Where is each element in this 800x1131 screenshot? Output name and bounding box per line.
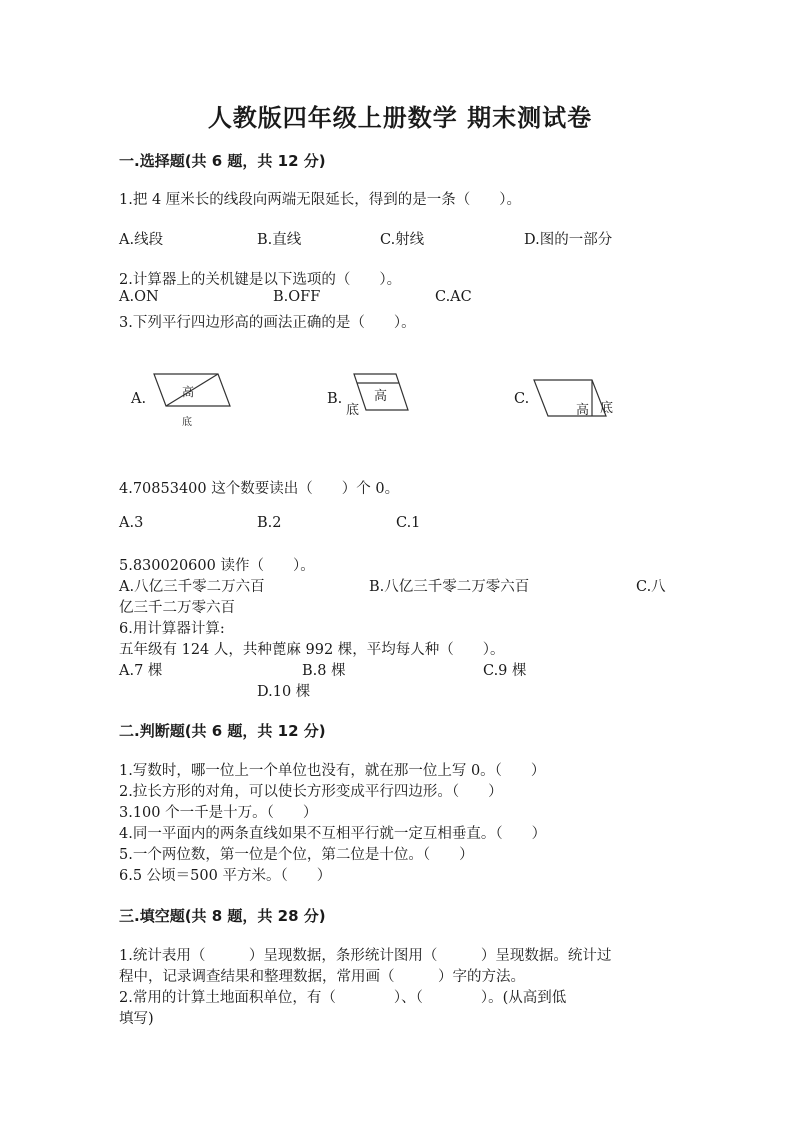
page-title: 人教版四年级上册数学 期末测试卷 xyxy=(207,103,593,132)
q5-option-c: C.八 xyxy=(636,579,666,595)
q5-stem: 5.830020600 读作（ ）。 xyxy=(119,558,315,574)
q3-option-b-label: B. xyxy=(327,391,343,407)
q3-figure-c xyxy=(530,370,625,420)
q5-option-b: B.八亿三千零二万零六百 xyxy=(369,579,530,595)
q3-option-c-label: C. xyxy=(514,391,530,407)
q5-option-c-cont: 亿三千二万零六百 xyxy=(119,600,235,616)
q2-option-a: A.ON xyxy=(119,289,159,305)
q6-option-c: C.9 棵 xyxy=(483,663,527,679)
q4-option-c: C.1 xyxy=(396,515,421,531)
judge-item-4: 4.同一平面内的两条直线如果不互相平行就一定互相垂直。（ ） xyxy=(119,826,547,842)
judge-item-5: 5.一个两位数，第一位是个位，第二位是十位。（ ） xyxy=(119,847,474,863)
q3-stem: 3.下列平行四边形高的画法正确的是（ ）。 xyxy=(119,315,416,331)
q1-option-b: B.直线 xyxy=(257,232,302,248)
q1-option-a: A.线段 xyxy=(119,232,164,248)
q4-option-b: B.2 xyxy=(257,515,282,531)
q3a-di-text: 底 xyxy=(182,417,192,428)
q3b-gao-text: 高 xyxy=(374,389,388,404)
q6-stem: 6.用计算器计算: xyxy=(119,621,225,637)
q1-stem: 1.把 4 厘米长的线段向两端无限延长，得到的是一条（ ）。 xyxy=(119,192,522,208)
fill-line-4: 填写) xyxy=(119,1011,154,1027)
fill-line-3: 2.常用的计算土地面积单位，有（ ）、（ ）。(从高到低 xyxy=(119,990,567,1006)
q6-option-d: D.10 棵 xyxy=(257,684,311,700)
q3a-gao-text: 高 xyxy=(182,385,195,399)
fill-line-1: 1.统计表用（ ）呈现数据，条形统计图用（ ）呈现数据。统计过 xyxy=(119,948,612,964)
q3-figure-a xyxy=(148,370,238,430)
q1-option-d: D.图的一部分 xyxy=(524,232,613,248)
judge-item-1: 1.写数时，哪一位上一个单位也没有，就在那一位上写 0。（ ） xyxy=(119,763,546,779)
section-heading-fill: 三.填空题(共 8 题，共 28 分) xyxy=(119,907,326,925)
judge-item-3: 3.100 个一千是十万。（ ） xyxy=(119,805,318,821)
fill-line-2: 程中，记录调查结果和整理数据，常用画（ ）字的方法。 xyxy=(119,969,525,985)
q6-option-b: B.8 棵 xyxy=(302,663,346,679)
judge-item-6: 6.5 公顷＝500 平方米。（ ） xyxy=(119,868,332,884)
q4-stem: 4.70853400 这个数要读出（ ）个 0。 xyxy=(119,481,400,497)
q6-option-a: A.7 棵 xyxy=(119,663,163,679)
q3-figure-b xyxy=(344,370,414,420)
q2-option-c: C.AC xyxy=(435,289,472,305)
q6-stem-2: 五年级有 124 人，共种蓖麻 992 棵，平均每人种（ ）。 xyxy=(119,642,505,658)
q3c-di-text: 底 xyxy=(600,401,614,416)
section-heading-judge: 二.判断题(共 6 题，共 12 分) xyxy=(119,722,326,740)
q2-stem: 2.计算器上的关机键是以下选项的（ ）。 xyxy=(119,272,402,288)
q1-option-c: C.射线 xyxy=(380,232,425,248)
q2-option-b: B.OFF xyxy=(273,289,321,305)
q3c-gao-text: 高 xyxy=(576,403,590,418)
q3b-di-text: 底 xyxy=(346,403,360,418)
q5-option-a: A.八亿三千零二万六百 xyxy=(119,579,265,595)
section-heading-choice: 一.选择题(共 6 题，共 12 分) xyxy=(119,152,326,170)
q4-option-a: A.3 xyxy=(119,515,144,531)
q3-option-a-label: A. xyxy=(131,391,147,407)
judge-item-2: 2.拉长方形的对角，可以使长方形变成平行四边形。（ ） xyxy=(119,784,503,800)
